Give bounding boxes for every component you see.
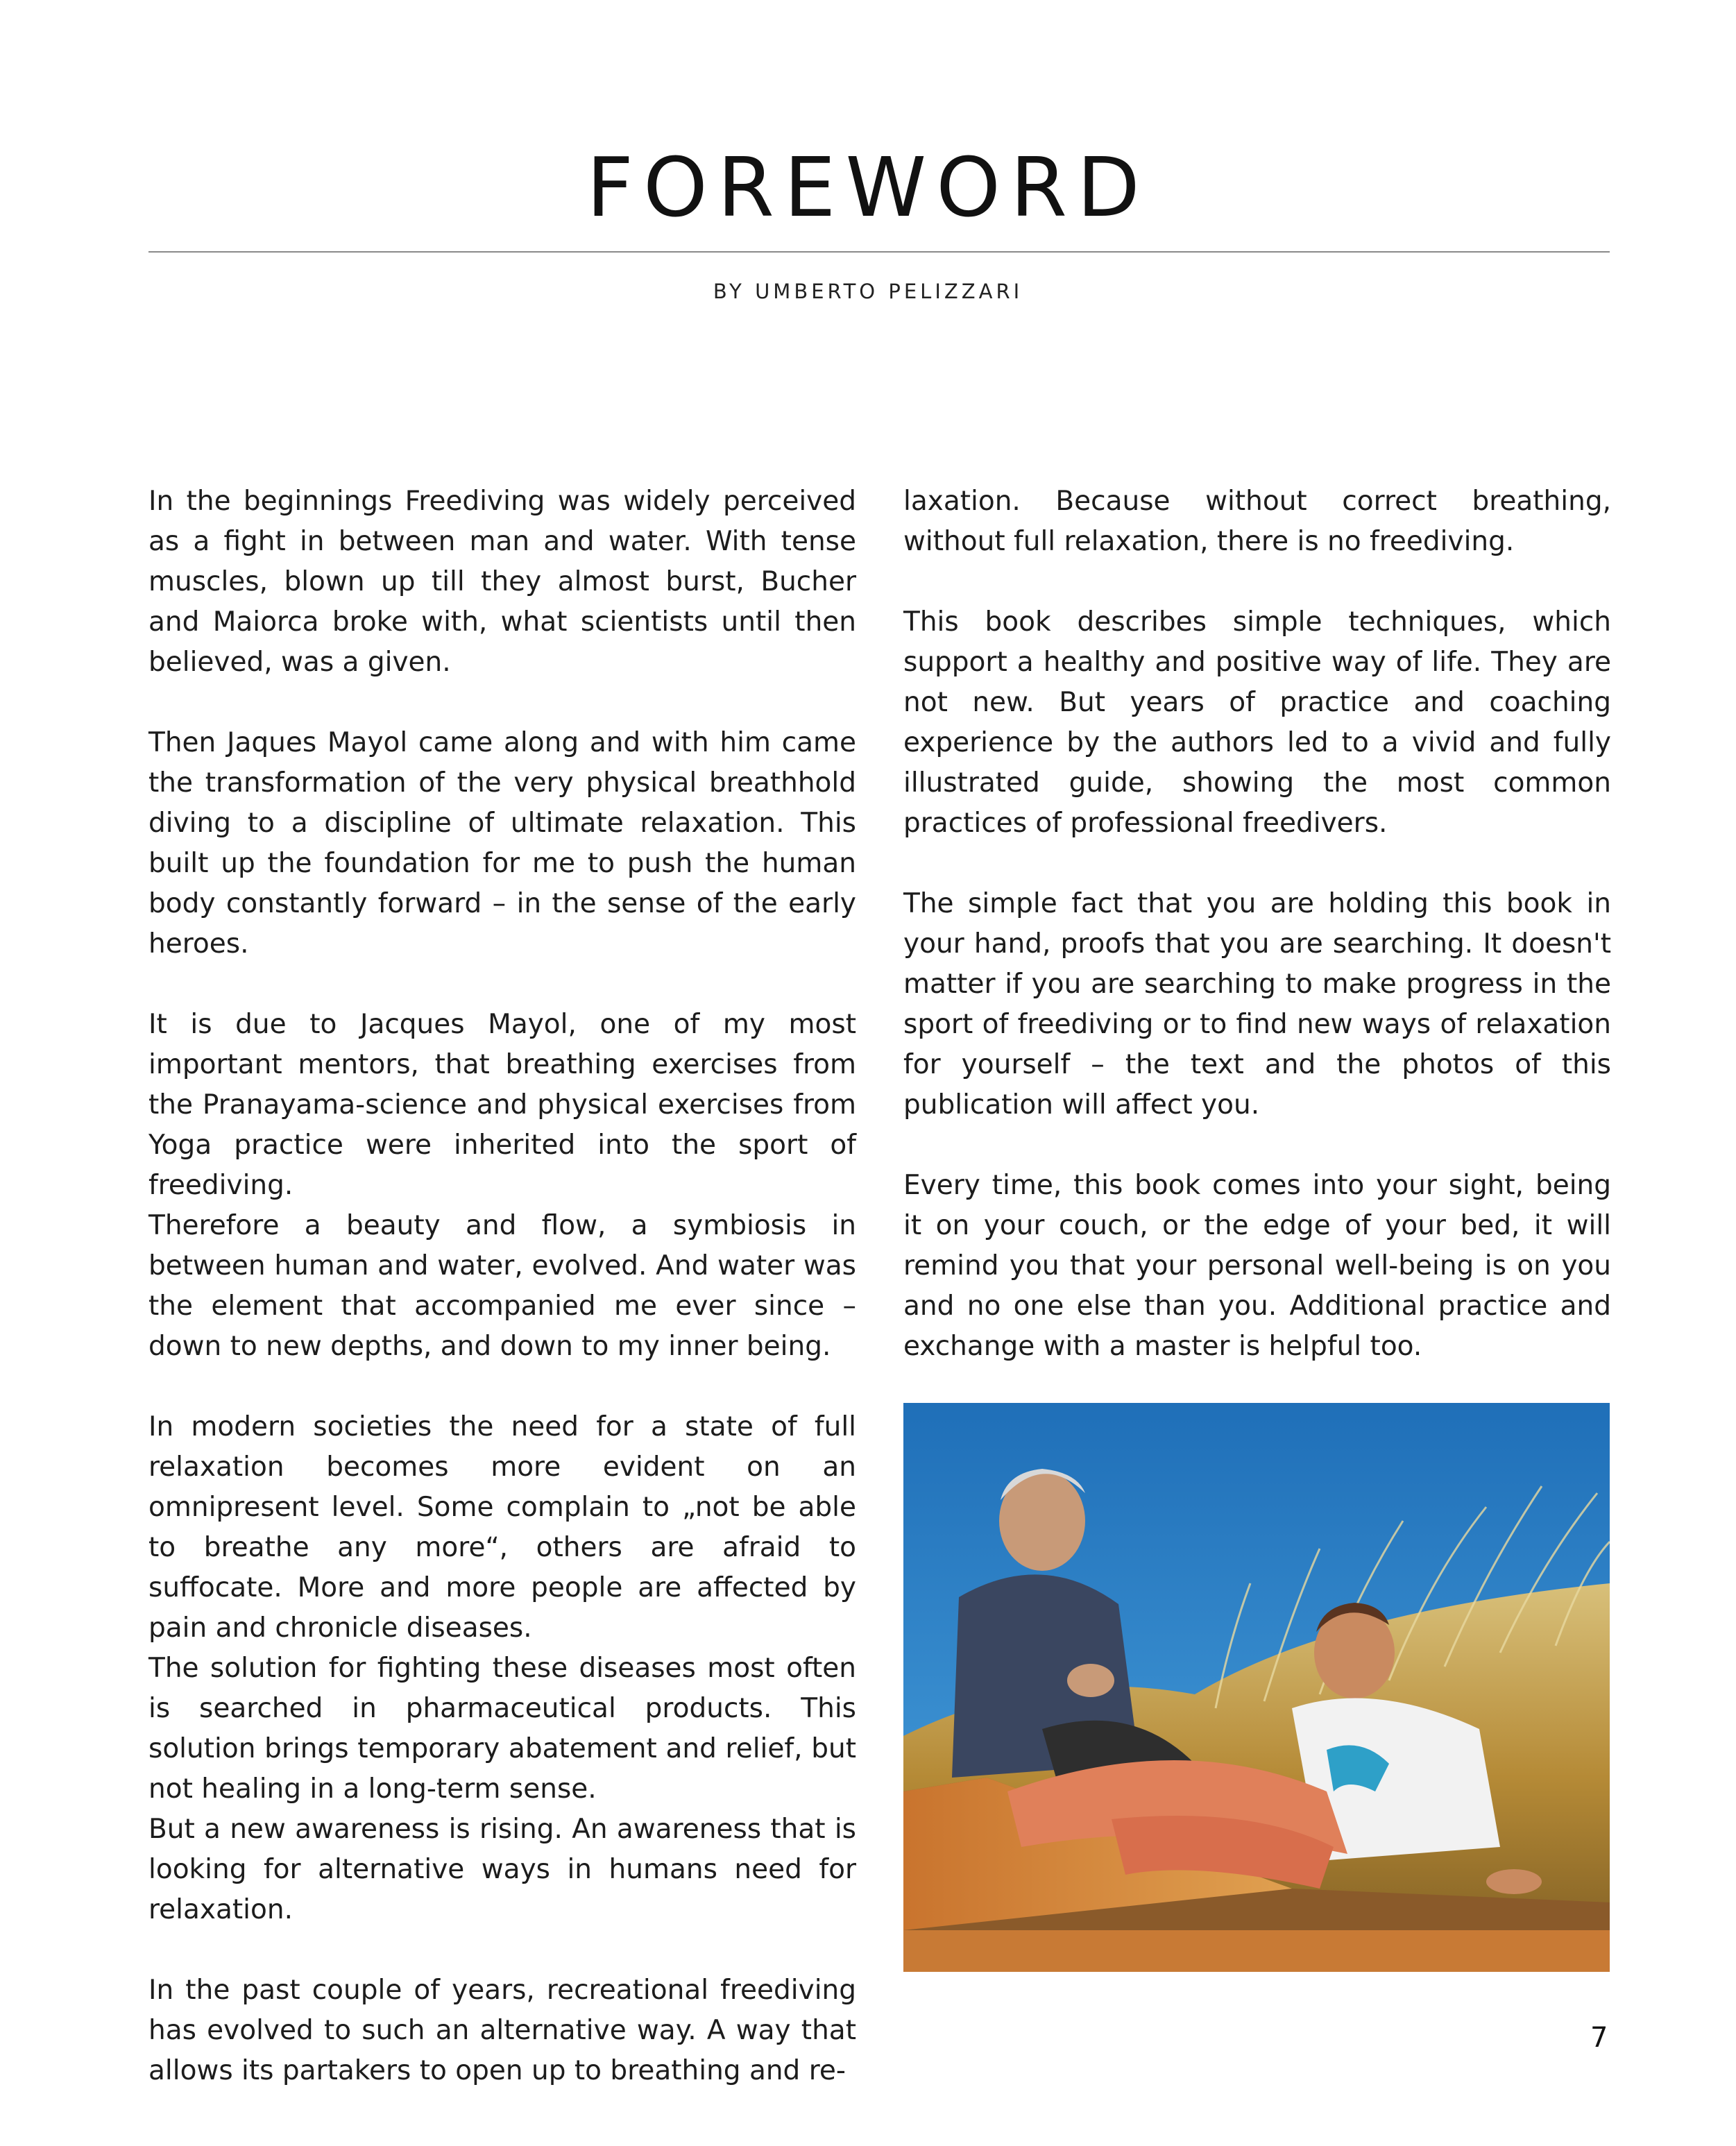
paragraph-spacer bbox=[148, 964, 856, 1005]
author-byline: BY UMBERTO PELIZZARI bbox=[713, 280, 1023, 303]
page-number: 7 bbox=[1590, 2022, 1608, 2054]
paragraph: The solution for fighting these diseases most often is searched in pharmaceutical products. This solution brings temporary abatement and relief, but not healing in a long-term sense. bbox=[148, 1653, 856, 1805]
paragraph-spacer bbox=[148, 1930, 856, 1970]
left-text-column bbox=[148, 482, 856, 2091]
paragraph: But a new awareness is rising. An awareness that is looking for alternative ways in humans need for relaxation. bbox=[148, 1814, 856, 1925]
paragraph: In the beginnings Freediving was widely perceived as a fight in between man and water. With tense muscles, blown up till they almost burst, Bucher and Maiorca broke with, what scientists until then believed, was a given. bbox=[148, 486, 856, 678]
paragraph-spacer bbox=[148, 683, 856, 723]
photo-two-men-sitting-outdoors bbox=[903, 1403, 1610, 1972]
paragraph-spacer bbox=[148, 1367, 856, 1407]
paragraph: laxation. Because without correct breathing, without full relaxation, there is no freediving. bbox=[903, 486, 1611, 557]
title-divider bbox=[148, 251, 1610, 253]
paragraph: Every time, this book comes into your sight, being it on your couch, or the edge of your bed, it will remind you that your personal well-being is on you and no one else than you. Additional practice and exchange with a master is helpful too. bbox=[903, 1170, 1611, 1362]
paragraph: This book describes simple techniques, which support a healthy and positive way of life. They are not new. But years of practice and coaching experience by the authors led to a vivid and fully illustrated guide, showing the most common practices of professional freedivers. bbox=[903, 606, 1611, 839]
right-text-column bbox=[903, 482, 1611, 1407]
paragraph: The simple fact that you are holding this book in your hand, proofs that you are searching. It doesn't matter if you are searching to make progress in the sport of freediving or to find new ways of relaxation for yourself – the text and the photos of this publication will affect you. bbox=[903, 888, 1611, 1121]
paragraph: Then Jaques Mayol came along and with him came the transformation of the very physical breathhold diving to a discipline of ultimate relaxation. This built up the foundation for me to push the human body constantly forward – in the sense of the early heroes. bbox=[148, 727, 856, 960]
paragraph: In modern societies the need for a state of full relaxation becomes more evident on an omnipresent level. Some complain to „not be able to breathe any more“, others are afraid to suffocate. More and more people are affected by pain and chronicle diseases. bbox=[148, 1411, 856, 1644]
page-title: FOREWORD bbox=[586, 139, 1150, 235]
paragraph: Therefore a beauty and flow, a symbiosis in between human and water, evolved. And water was the element that accompanied me ever since – down to new depths, and down to my inner being. bbox=[148, 1210, 856, 1362]
paragraph: It is due to Jacques Mayol, one of my most important mentors, that breathing exercises from the Pranayama-science and physical exercises from Yoga practice were inherited into the sport of freediving. bbox=[148, 1009, 856, 1201]
paragraph: In the past couple of years, recreational freediving has evolved to such an alternative way. A way that allows its partakers to open up to breathing and re- bbox=[148, 1975, 856, 2086]
